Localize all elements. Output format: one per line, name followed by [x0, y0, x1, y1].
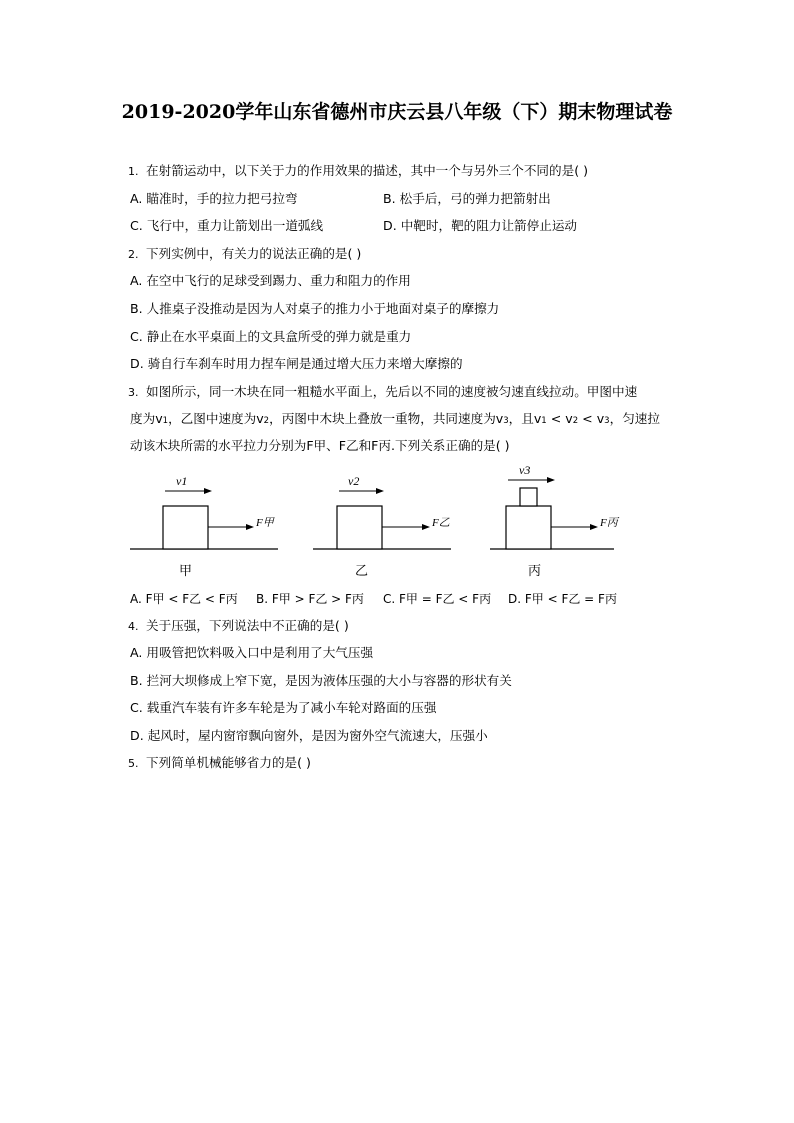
force-arrowhead	[422, 524, 430, 530]
diagram-bing	[490, 463, 620, 579]
question-stem: 下列实例中，有关力的说法正确的是( )	[146, 246, 362, 261]
q3-figure	[0, 460, 794, 586]
question-number: 5.	[128, 757, 139, 770]
q1-option-b: B. 松手后，弓的弹力把箭射出	[383, 191, 551, 206]
q1-option-c: C. 飞行中，重力让箭划出一道弧线	[130, 218, 324, 233]
page-title: 2019-2020学年山东省德州市庆云县八年级（下）期末物理试卷	[121, 101, 673, 123]
question-stem-line-1: 如图所示，同一木块在同一粗糙水平面上，先后以不同的速度被匀速直线拉动。甲图中速	[146, 384, 638, 399]
diagram-yi	[313, 474, 451, 579]
diagram-caption: 丙	[528, 564, 542, 579]
q2-option-c: C. 静止在水平桌面上的文具盒所受的弹力就是重力	[130, 329, 412, 344]
diagram-caption: 甲	[179, 564, 193, 579]
q3-option-c: C. F甲 = F乙 < F丙	[383, 592, 492, 606]
velocity-arrowhead	[376, 488, 384, 494]
question-number: 3.	[128, 386, 139, 399]
question-2	[128, 245, 361, 264]
q2-option-d: D. 骑自行车刹车时用力捏车闸是通过增大压力来增大摩擦的	[130, 356, 463, 371]
question-number: 2.	[128, 248, 139, 261]
question-stem: 在射箭运动中，以下关于力的作用效果的描述，其中一个与另外三个不同的是( )	[146, 163, 589, 178]
velocity-arrowhead	[547, 477, 555, 483]
q3-option-a: A. F甲 < F乙 < F丙	[130, 592, 238, 606]
q2-option-b: B. 人推桌子没推动是因为人对桌子的推力小于地面对桌子的摩擦力	[130, 301, 500, 316]
question-5	[128, 754, 311, 773]
wood-block	[337, 506, 382, 549]
question-3	[128, 383, 637, 402]
question-stem: 下列简单机械能够省力的是( )	[146, 755, 311, 770]
wood-block	[163, 506, 208, 549]
weight-block	[520, 488, 537, 506]
force-arrowhead	[246, 524, 254, 530]
q4-option-d: D. 起风时，屋内窗帘飘向窗外，是因为窗外空气流速大，压强小	[130, 728, 488, 743]
question-number: 4.	[128, 620, 139, 633]
force-arrowhead	[590, 524, 598, 530]
question-1	[128, 162, 588, 181]
q4-option-a: A. 用吸管把饮料吸入口中是利用了大气压强	[130, 645, 374, 660]
q1-option-a: A. 瞄准时，手的拉力把弓拉弯	[130, 191, 298, 206]
diagram-caption: 乙	[355, 564, 369, 579]
question-3-line-2: 度为v1，乙图中速度为v2，丙图中木块上叠放一重物，共同速度为v3，且v1 < v2 < v3，匀速拉	[130, 411, 660, 426]
question-number: 1.	[128, 165, 139, 178]
force-label: F乙	[432, 517, 450, 529]
q3-option-d: D. F甲 < F乙 = F丙	[508, 592, 617, 606]
velocity-label: v2	[348, 474, 360, 488]
wood-block	[506, 506, 551, 549]
velocity-arrowhead	[204, 488, 212, 494]
force-label: F丙	[600, 517, 618, 529]
q3-option-b: B. F甲 > F乙 > F丙	[256, 592, 364, 606]
q1-option-d: D. 中靶时，靶的阻力让箭停止运动	[383, 218, 578, 233]
q4-option-c: C. 载重汽车装有许多车轮是为了减小车轮对路面的压强	[130, 700, 437, 715]
question-3-line-3: 动该木块所需的水平拉力分别为F甲、F乙和F丙.下列关系正确的是( )	[130, 438, 510, 453]
diagram-jia	[130, 474, 278, 579]
question-4	[128, 617, 349, 636]
velocity-label: v3	[519, 463, 531, 477]
velocity-label: v1	[176, 474, 188, 488]
q4-option-b: B. 拦河大坝修成上窄下宽，是因为液体压强的大小与容器的形状有关	[130, 673, 512, 688]
question-stem: 关于压强，下列说法中不正确的是( )	[146, 618, 349, 633]
force-label: F甲	[256, 517, 274, 529]
q2-option-a: A. 在空中飞行的足球受到踢力、重力和阻力的作用	[130, 273, 411, 288]
